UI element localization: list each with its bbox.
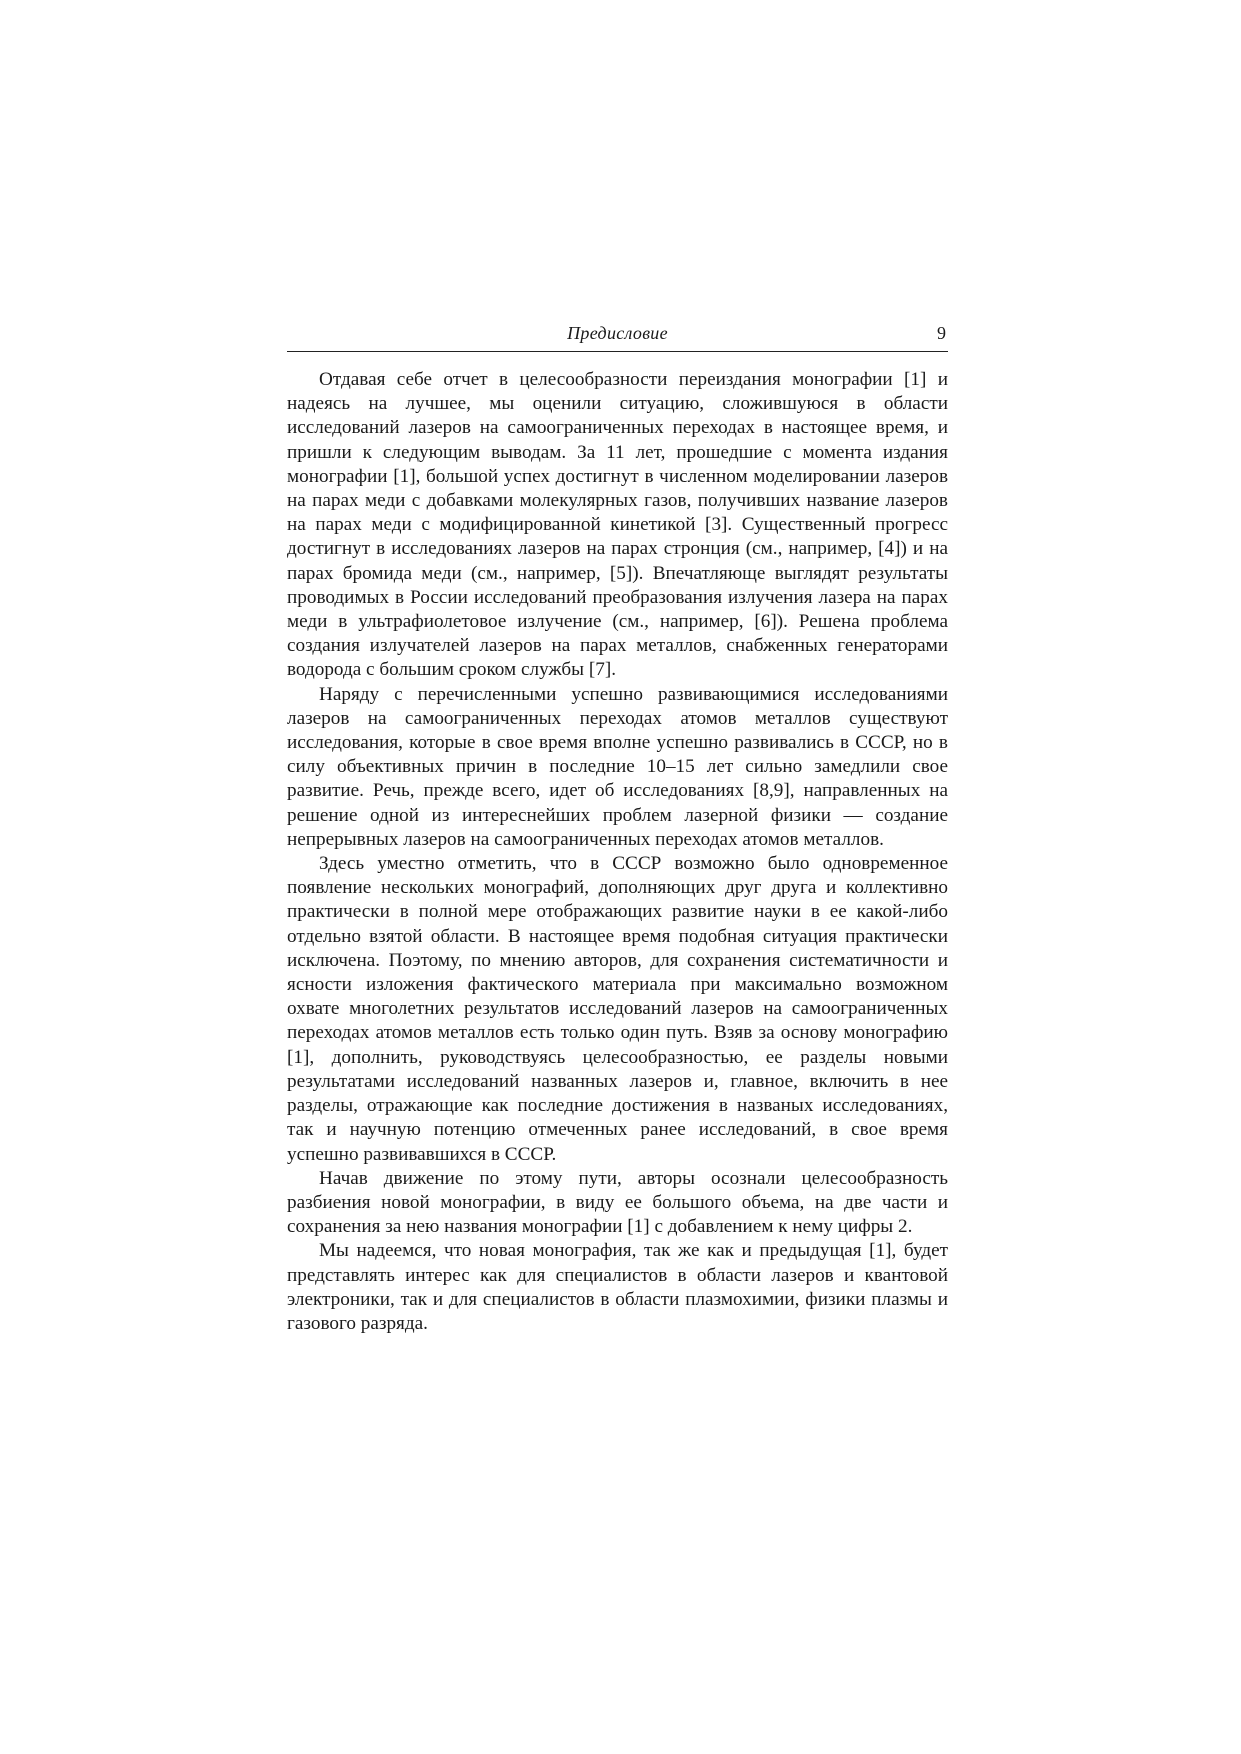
running-title: Предисловие — [567, 323, 668, 343]
body-text — [287, 368, 948, 1336]
paragraph: Начав движение по этому пути, авторы осознали целесообразность разбиения новой монографии, в виду ее большого объема, на две части и сохранения за нею названия монографии [1] с добавлением к нему цифры 2. — [287, 1167, 948, 1238]
paragraph: Отдавая себе отчет в целесообразности переиздания монографии [1] и надеясь на лучшее, мы оценили ситуацию, сложившуюся в области исследований лазеров на самоограниченных переходах в настоящее время, и пришли к следующим выводам. За 11 лет, прошедшие с момента издания монографии [1], большой успех достигнут в численном моделировании лазеров на парах меди с добавками молекулярных газов, получивших название лазеров на парах меди с модифицированной кинетикой [3]. Существенный прогресс достигнут в исследованиях лазеров на парах стронция (см., например, [4]) и на парах бромида меди (см., например, [5]). Впечатляюще выглядят результаты проводимых в России исследований преобразования излучения лазера на парах меди в ультрафиолетовое излучение (см., например, [6]). Решена проблема создания излучателей лазеров на парах металлов, снабженных генераторами водорода с большим сроком службы [7]. — [287, 369, 948, 681]
page-number: 9 — [937, 323, 946, 343]
page-header — [287, 321, 948, 352]
paragraph: Наряду с перечисленными успешно развивающимися исследованиями лазеров на самоограниченных переходах атомов металлов существуют исследования, которые в свое время вполне успешно развивались в СССР, но в силу объективных причин в последние 10–15 лет сильно замедлили свое развитие. Речь, прежде всего, идет об исследованиях [8,9], направленных на решение одной из интереснейших проблем лазерной физики — создание непрерывных лазеров на самоограниченных переходах атомов металлов. — [287, 683, 948, 850]
paragraph: Мы надеемся, что новая монография, так же как и предыдущая [1], будет представлять интерес как для специалистов в области лазеров и квантовой электроники, так и для специалистов в области плазмохимии, физики плазмы и газового разряда. — [287, 1240, 948, 1334]
paragraph: Здесь уместно отметить, что в СССР возможно было одновременное появление нескольких монографий, дополняющих друг друга и коллективно практически в полной мере отображающих развитие науки в ее какой-либо отдельно взятой области. В настоящее время подобная ситуация практически исключена. Поэтому, по мнению авторов, для сохранения систематичности и ясности изложения фактического материала при максимально возможном охвате многолетних результатов исследований лазеров на самоограниченных переходах атомов металлов есть только один путь. Взяв за основу монографию [1], дополнить, руководствуясь целесообразностью, ее разделы новыми результатами исследований названных лазеров и, главное, включить в нее разделы, отражающие как последние достижения в названых исследованиях, так и научную потенцию отмеченных ранее исследований, в свое время успешно развивавшихся в СССР. — [287, 853, 948, 1165]
